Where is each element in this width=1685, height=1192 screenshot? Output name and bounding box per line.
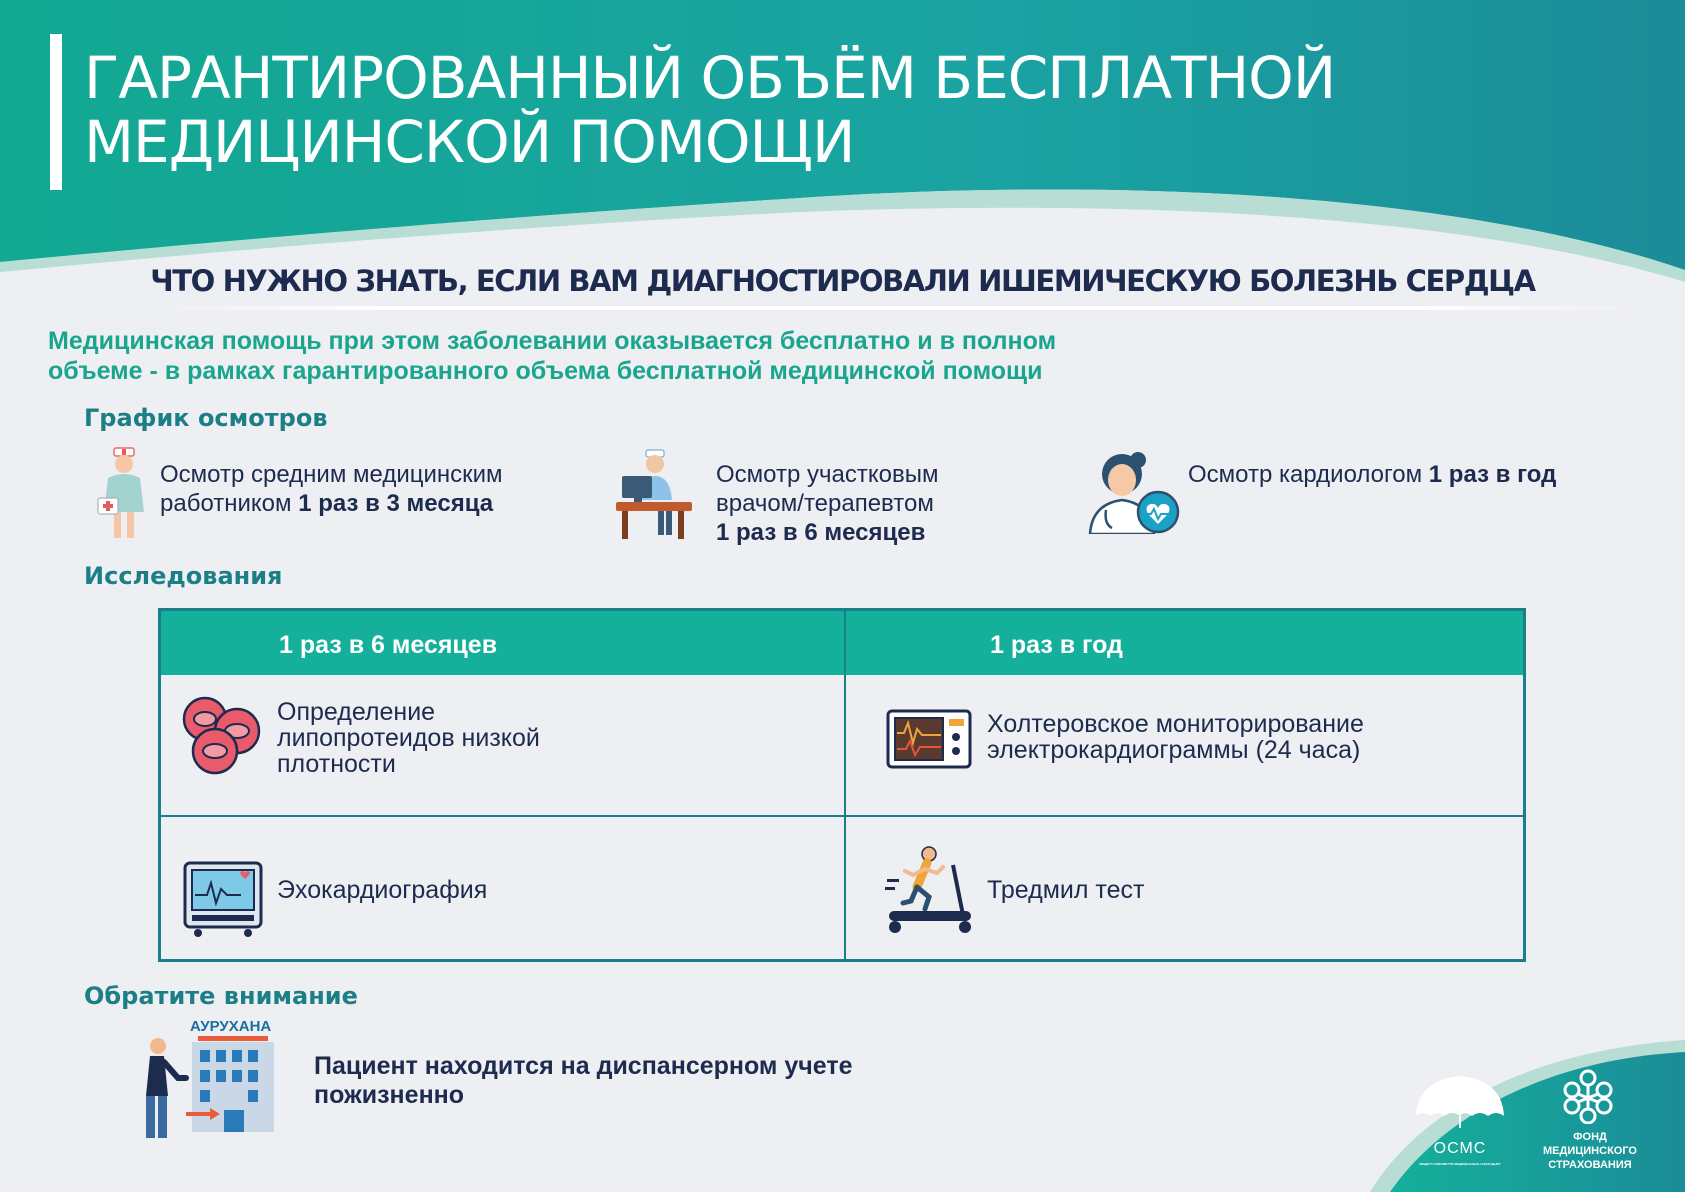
nurse-icon	[96, 446, 152, 542]
schedule-item-therapist-frequency: 1 раз в 6 месяцев	[716, 519, 926, 546]
research-lipoproteins-line1: Определение	[277, 698, 436, 726]
schedule-item-nurse-frequency: 1 раз в 3 месяца	[298, 490, 494, 517]
research-lipoproteins-line3: плотности	[277, 750, 396, 778]
schedule-item-nurse-line1: Осмотр средним медицинским	[160, 461, 503, 488]
hospital-patient-icon	[130, 1018, 290, 1146]
research-holter	[987, 711, 1364, 763]
osms-logo-caption: МІНДЕТТІ ӘЛЕУМЕТТІК МЕДИЦИНАЛЫҚ САҚТАНДЫРУ	[1419, 1162, 1501, 1166]
research-heading: Исследования	[84, 562, 283, 590]
blood-cells-icon	[181, 695, 263, 777]
fund-logo-line3: СТРАХОВАНИЯ	[1548, 1159, 1632, 1171]
attention-note-line1: Пациент находится на диспансерном учете	[314, 1052, 853, 1080]
schedule-item-cardiologist-frequency: 1 раз в год	[1428, 461, 1557, 488]
hospital-sign: АУРУХАНА	[190, 1018, 272, 1035]
fund-logo-line1: ФОНД	[1573, 1131, 1607, 1143]
fund-logo-text	[1530, 1130, 1650, 1172]
osms-logo-text: ОСМС	[1433, 1140, 1487, 1157]
title-line-1: ГАРАНТИРОВАННЫЙ ОБЪЁМ БЕСПЛАТНОЙ	[84, 44, 1336, 112]
table-row-divider	[161, 815, 1523, 817]
schedule-item-therapist-line1: Осмотр участковым	[716, 461, 939, 488]
page-subtitle: ЧТО НУЖНО ЗНАТЬ, ЕСЛИ ВАМ ДИАГНОСТИРОВАЛИ ИШЕМИЧЕСКУЮ БОЛЕЗНЬ СЕРДЦА	[150, 264, 1535, 298]
echo-monitor-icon	[183, 861, 263, 939]
table-column-divider	[844, 611, 846, 959]
subtitle-underline	[160, 306, 1640, 310]
attention-note-line2: пожизненно	[314, 1081, 465, 1109]
attention-note	[314, 1052, 934, 1110]
page-title	[84, 46, 1584, 174]
title-line-2: МЕДИЦИНСКОЙ ПОМОЩИ	[84, 108, 855, 176]
research-table	[158, 608, 1526, 962]
schedule-item-nurse-line2: работником	[160, 490, 299, 517]
column-header-1-year: 1 раз в год	[990, 631, 1123, 659]
intro-line-1: Медицинская помощь при этом заболевании оказывается бесплатно и в полном	[48, 327, 1057, 355]
treadmill-icon	[883, 845, 975, 937]
cardiologist-icon	[1088, 448, 1180, 534]
schedule-item-therapist-line2: врачом/терапевтом	[716, 490, 934, 517]
fund-logo-line2: МЕДИЦИНСКОГО	[1543, 1145, 1637, 1157]
research-treadmill: Тредмил тест	[987, 876, 1145, 904]
schedule-item-nurse	[160, 460, 503, 518]
schedule-heading: График осмотров	[84, 404, 328, 432]
research-holter-line1: Холтеровское мониторирование	[987, 710, 1364, 738]
intro-text	[48, 326, 1208, 386]
schedule-item-cardiologist	[1188, 460, 1556, 489]
column-header-6-months: 1 раз в 6 месяцев	[279, 631, 498, 659]
intro-line-2: объеме - в рамках гарантированного объема бесплатной медицинской помощи	[48, 357, 1043, 385]
fund-logo-icon	[1562, 1068, 1614, 1124]
schedule-item-therapist	[716, 460, 938, 547]
doctor-at-desk-icon	[616, 448, 694, 544]
research-holter-line2: электрокардиограммы (24 часа)	[987, 736, 1361, 764]
research-lipoproteins	[277, 699, 540, 777]
attention-heading: Обратите внимание	[84, 982, 358, 1010]
research-echo: Эхокардиография	[277, 876, 488, 904]
ecg-monitor-icon	[886, 709, 972, 769]
title-accent-bar	[50, 34, 62, 190]
schedule-item-cardiologist-text: Осмотр кардиологом	[1188, 461, 1429, 488]
research-lipoproteins-line2: липопротеидов низкой	[277, 724, 540, 752]
